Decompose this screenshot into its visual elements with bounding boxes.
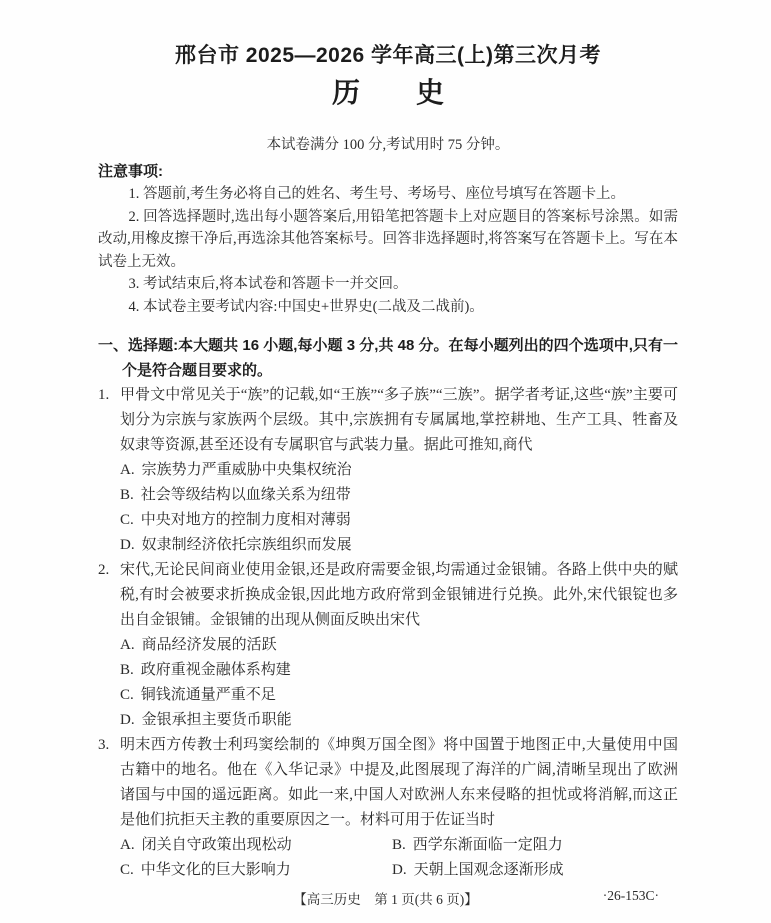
option-label: B. [120,487,134,503]
option-text: 金银承担主要货币职能 [141,712,292,728]
option-label: A. [120,637,135,653]
option-a [120,633,678,658]
option-label: B. [392,837,406,853]
option-d [120,533,678,558]
question-number: 1. [98,387,110,403]
question-stem [98,383,678,458]
option-d [120,708,678,733]
option-label: D. [120,537,135,553]
option-text: 中央对地方的控制力度相对薄弱 [140,512,351,528]
notice-item-4: 4. 本试卷主要考试内容:中国史+世界史(二战及二战前)。 [128,298,484,315]
option-text: 社会等级结构以血缘关系为纽带 [140,487,351,503]
question-stem-text: 宋代,无论民间商业使用金银,还是政府需要金银,均需通过金银铺。各路上供中央的赋税,有时会被要求折换成金银,因此地方政府常到金银铺进行兑换。此外,宋代银锭也多出自金银铺。金银铺的出现从侧面反映出宋代 [120,562,678,628]
question-1 [98,383,678,558]
notice-item-1: 1. 答题前,考生务必将自己的姓名、考生号、考场号、座位号填写在答题卡上。 [128,186,626,202]
footer-page-info: 【高三历史 第 1 页(共 6 页)】 [293,892,478,907]
question-number: 3. [98,737,110,753]
option-a [120,833,392,858]
option-text: 闭关自守政策出现松动 [141,837,292,853]
page-content [98,42,678,883]
notice-item-3: 3. 考试结束后,将本试卷和答题卡一并交回。 [128,276,408,292]
question-options [98,458,678,558]
option-text: 西学东渐面临一定阻力 [412,837,563,853]
option-label: A. [120,462,135,478]
footer-paper-code: ·26-153C· [602,888,659,903]
option-text: 中华文化的巨大影响力 [140,862,291,878]
option-text: 政府重视金融体系构建 [140,662,291,678]
exam-info: 本试卷满分 100 分,考试用时 75 分钟。 [266,137,510,153]
exam-title: 邢台市 2025—2026 学年高三(上)第三次月考 [174,44,602,67]
notices-heading: 注意事项: [98,163,163,180]
option-d [392,858,678,883]
option-b [392,833,678,858]
question-options [98,633,678,733]
question-stem [98,733,678,833]
option-label: C. [120,687,134,703]
option-text: 铜钱流通量严重不足 [140,687,276,703]
option-label: C. [120,862,134,878]
option-a [120,458,678,483]
option-text: 商品经济发展的活跃 [141,637,277,653]
option-c [120,683,678,708]
question-stem-text: 明末西方传教士利玛窦绘制的《坤舆万国全图》将中国置于地图正中,大量使用中国古籍中的地名。他在《入华记录》中提及,此图展现了海洋的广阔,清晰呈现出了欧洲诸国与中国的遥远距离。如此一来,中国人对欧洲人东来侵略的担忧或将消解,而这正是他们抗拒天主教的重要原因之一。材料可用于佐证当时 [120,737,678,828]
option-label: A. [120,837,135,853]
option-label: B. [120,662,134,678]
option-text: 宗族势力严重威胁中央集权统治 [141,462,352,478]
option-text: 奴隶制经济依托宗族组织而发展 [141,537,352,553]
option-b [120,658,678,683]
question-stem [98,558,678,633]
option-label: D. [120,712,135,728]
option-label: D. [392,862,407,878]
exam-subject: 历 史 [331,77,444,108]
question-number: 2. [98,562,110,578]
option-c [120,508,678,533]
question-options [98,833,678,883]
notice-item-2: 2. 回答选择题时,选出每小题答案后,用铅笔把答题卡上对应题目的答案标号涂黑。如需改动,用橡皮擦干净后,再选涂其他答案标号。回答非选择题时,将答案写在答题卡上。写在本试卷上无效。 [98,208,678,270]
option-label: C. [120,512,134,528]
option-text: 天朝上国观念逐渐形成 [413,862,564,878]
option-c [120,858,392,883]
question-2 [98,558,678,733]
page-footer [0,888,771,908]
option-b [120,483,678,508]
section-instructions: 一、选择题:本大题共 16 小题,每小题 3 分,共 48 分。在每小题列出的四个选项中,只有一个是符合题目要求的。 [98,337,678,379]
question-3 [98,733,678,883]
question-stem-text: 甲骨文中常见关于“族”的记载,如“王族”“多子族”“三族”。据学者考证,这些“族”主要可划分为宗族与家族两个层级。其中,宗族拥有专属属地,掌控耕地、生产工具、牲畜及奴隶等资源,甚至还设有专属职官与武装力量。据此可推知,商代 [120,387,678,453]
notices-section [98,161,678,318]
